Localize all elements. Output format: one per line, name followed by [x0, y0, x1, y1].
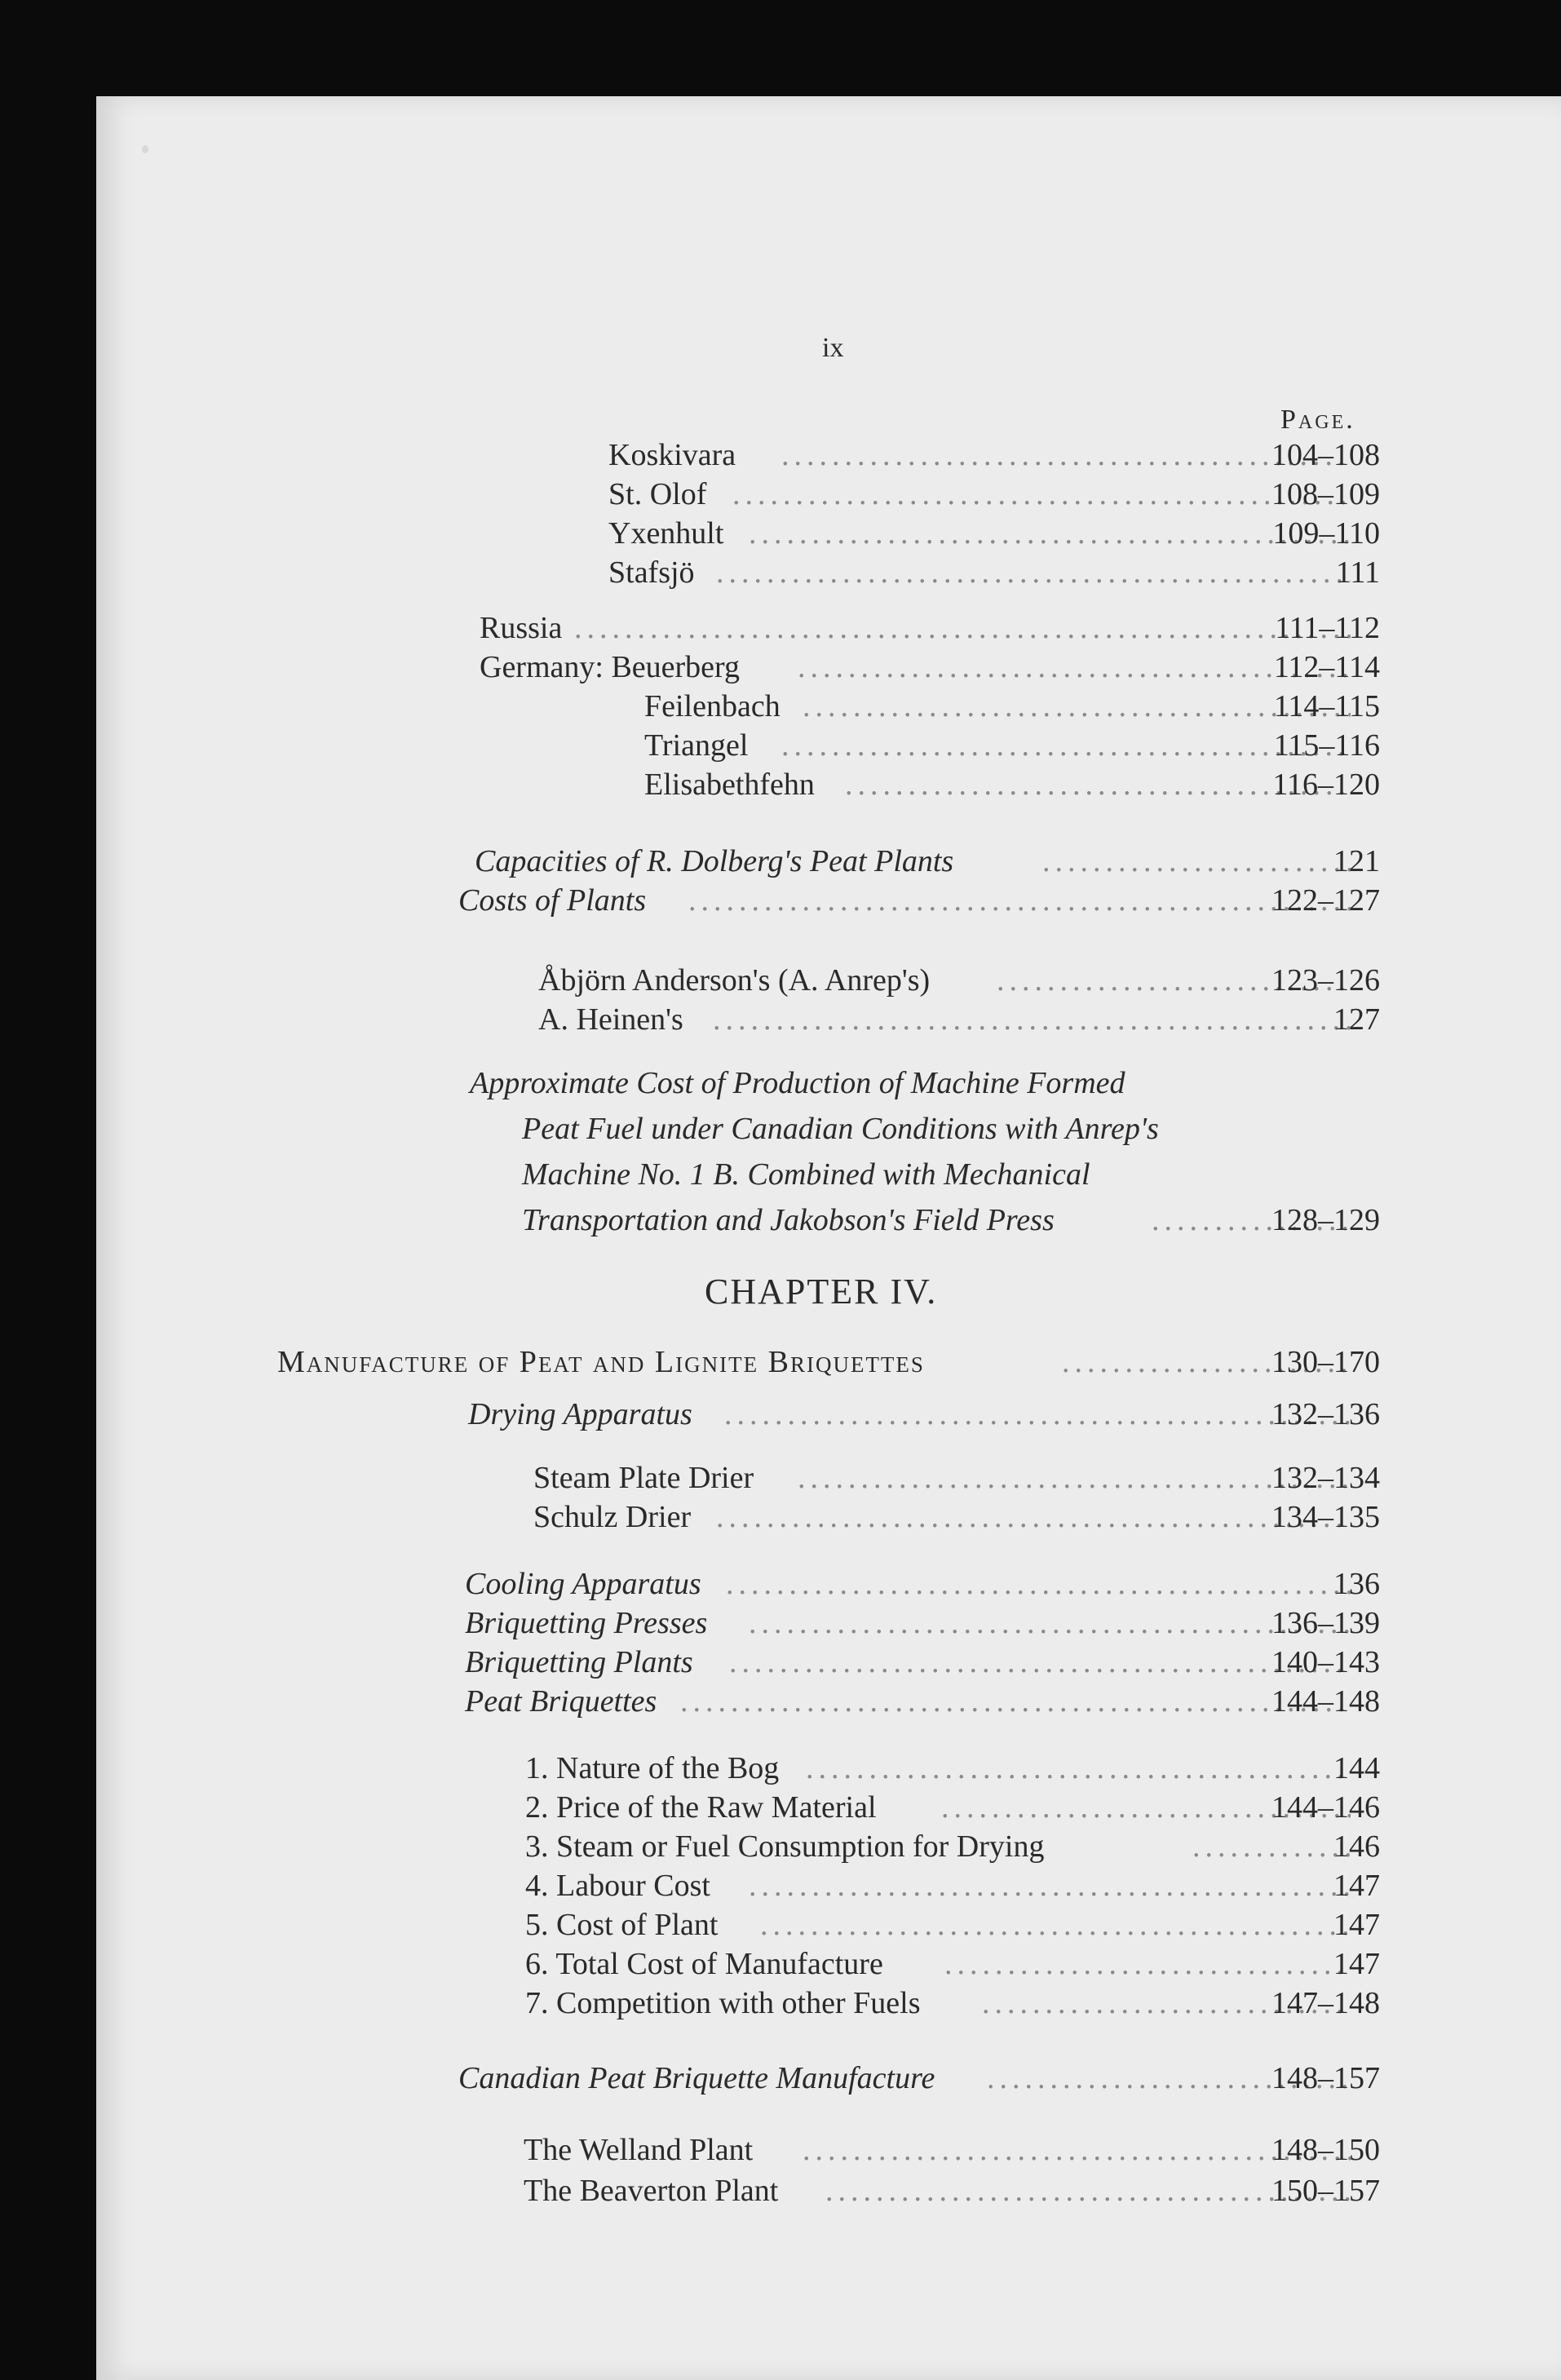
- toc-entry-label: Drying Apparatus: [468, 1397, 692, 1431]
- toc-entry-label: 3. Steam or Fuel Consumption for Drying: [525, 1829, 1045, 1864]
- toc-entry-label: 1. Nature of the Bog: [525, 1751, 780, 1785]
- toc-entry-label: Briquetting Plants: [465, 1645, 693, 1679]
- toc-entry-label: 4. Labour Cost: [525, 1869, 710, 1903]
- toc-entry: [96, 2127, 1561, 2173]
- leader-dots: [680, 1679, 1351, 1724]
- toc-entry-label: Steam Plate Drier: [533, 1461, 754, 1495]
- chapter-heading: CHAPTER IV.: [705, 1272, 938, 1312]
- toc-entry-pages: 111: [1335, 555, 1380, 590]
- approx-entry-line-1: Approximate Cost of Production of Machine Formed: [470, 1066, 1125, 1100]
- book-page: [96, 96, 1561, 2380]
- toc-entry-pages: 147: [1333, 1908, 1380, 1942]
- approx-entry-line-2: Peat Fuel under Canadian Conditions with Anrep's: [522, 1112, 1159, 1146]
- approx-entry-line-3: Machine No. 1 B. Combined with Mechanical: [522, 1157, 1090, 1192]
- toc-entry-label: Feilenbach: [644, 689, 780, 723]
- toc-entry-label: Costs of Plants: [458, 883, 647, 918]
- toc-entry-label: Briquetting Presses: [465, 1606, 708, 1640]
- toc-entry: [96, 1391, 1561, 1437]
- toc-entry-pages: 136: [1333, 1567, 1380, 1601]
- toc-entry-label: A. Heinen's: [538, 1002, 683, 1037]
- toc-entry-pages: 128–129: [1271, 1203, 1380, 1237]
- toc-entry-pages: 147–148: [1271, 1986, 1380, 2020]
- toc-entry-label: Åbjörn Anderson's (A. Anrep's): [538, 963, 931, 998]
- paper-speck: [142, 145, 148, 153]
- toc-entry-pages: 134–135: [1271, 1500, 1380, 1534]
- toc-entry-pages: 111–112: [1275, 611, 1380, 645]
- toc-entry-label: Capacities of R. Dolberg's Peat Plants: [475, 844, 954, 878]
- toc-entry: [96, 1494, 1561, 1540]
- leader-dots: [803, 2127, 1351, 2173]
- toc-entry-label: Schulz Drier: [533, 1500, 692, 1534]
- toc-entry-label: Cooling Apparatus: [465, 1567, 701, 1601]
- leader-dots: [713, 997, 1351, 1042]
- toc-entry-label: The Beaverton Plant: [524, 2174, 779, 2208]
- toc-entry: [96, 2055, 1561, 2101]
- toc-entry-label: Russia: [480, 611, 563, 645]
- toc-entry-pages: 140–143: [1271, 1645, 1380, 1679]
- toc-entry: [96, 878, 1561, 923]
- page-column-header: Page.: [1280, 405, 1355, 435]
- toc-entry-label: Stafsjö: [608, 555, 695, 590]
- toc-entry-label: 5. Cost of Plant: [525, 1908, 719, 1942]
- toc-entry-pages: 130–170: [1271, 1345, 1380, 1379]
- toc-entry-label: 7. Competition with other Fuels: [525, 1986, 921, 2020]
- toc-entry: [96, 1679, 1561, 1724]
- page-number: ix: [822, 333, 844, 363]
- toc-entry-label: 2. Price of the Raw Material: [525, 1790, 877, 1825]
- toc-entry-pages: 123–126: [1271, 963, 1380, 998]
- toc-entry-pages: 136–139: [1271, 1606, 1380, 1640]
- leader-dots: [688, 878, 1351, 923]
- toc-entry-label: Manufacture of Peat and Lignite Briquettes: [277, 1345, 925, 1379]
- toc-entry-pages: 108–109: [1271, 477, 1380, 511]
- leader-dots: [716, 550, 1351, 595]
- toc-entry-label: Elisabethfehn: [644, 768, 815, 802]
- toc-entry-pages: 144: [1333, 1751, 1380, 1785]
- toc-entry-pages: 115–116: [1273, 728, 1380, 763]
- leader-dots: [716, 1494, 1351, 1540]
- toc-entry: [96, 1197, 1561, 1243]
- toc-entry-pages: 132–134: [1271, 1461, 1380, 1495]
- toc-entry-pages: 132–136: [1271, 1397, 1380, 1431]
- toc-entry-pages: 146: [1333, 1829, 1380, 1864]
- toc-entry: [96, 997, 1561, 1042]
- toc-entry-label: Canadian Peat Briquette Manufacture: [458, 2061, 935, 2095]
- toc-entry-pages: 148–150: [1271, 2133, 1380, 2167]
- toc-entry-label: Peat Briquettes: [465, 1684, 657, 1719]
- toc-entry-pages: 150–157: [1271, 2174, 1380, 2208]
- toc-entry-pages: 148–157: [1271, 2061, 1380, 2095]
- toc-entry: [96, 762, 1561, 807]
- leader-dots: [724, 1391, 1351, 1437]
- toc-entry: [96, 1339, 1561, 1385]
- toc-entry-pages: 147: [1333, 1869, 1380, 1903]
- toc-entry-label: 6. Total Cost of Manufacture: [525, 1947, 883, 1981]
- toc-entry-pages: 104–108: [1271, 438, 1380, 472]
- toc-entry-pages: 109–110: [1272, 516, 1380, 551]
- toc-entry-pages: 147: [1333, 1947, 1380, 1981]
- toc-entry-pages: 144–148: [1271, 1684, 1380, 1719]
- approx-entry-line-4: Transportation and Jakobson's Field Press: [522, 1203, 1055, 1237]
- toc-entry-pages: 112–114: [1273, 650, 1380, 684]
- toc-entry: [96, 550, 1561, 595]
- toc-entry-pages: 122–127: [1271, 883, 1380, 918]
- toc-entry-pages: 144–146: [1271, 1790, 1380, 1825]
- toc-entry-label: Yxenhult: [608, 516, 724, 551]
- toc-entry-pages: 114–115: [1273, 689, 1380, 723]
- toc-entry-label: Germany: Beuerberg: [480, 650, 741, 684]
- toc-entry-label: St. Olof: [608, 477, 707, 511]
- toc-entry-pages: 127: [1333, 1002, 1380, 1037]
- toc-entry-pages: 121: [1333, 844, 1380, 878]
- toc-entry-label: Triangel: [644, 728, 749, 763]
- toc-entry-label: Koskivara: [608, 438, 736, 472]
- toc-entry-label: The Welland Plant: [524, 2133, 754, 2167]
- toc-entry-pages: 116–120: [1272, 768, 1380, 802]
- toc-entry: [96, 1980, 1561, 2026]
- toc-entry: [96, 2168, 1561, 2214]
